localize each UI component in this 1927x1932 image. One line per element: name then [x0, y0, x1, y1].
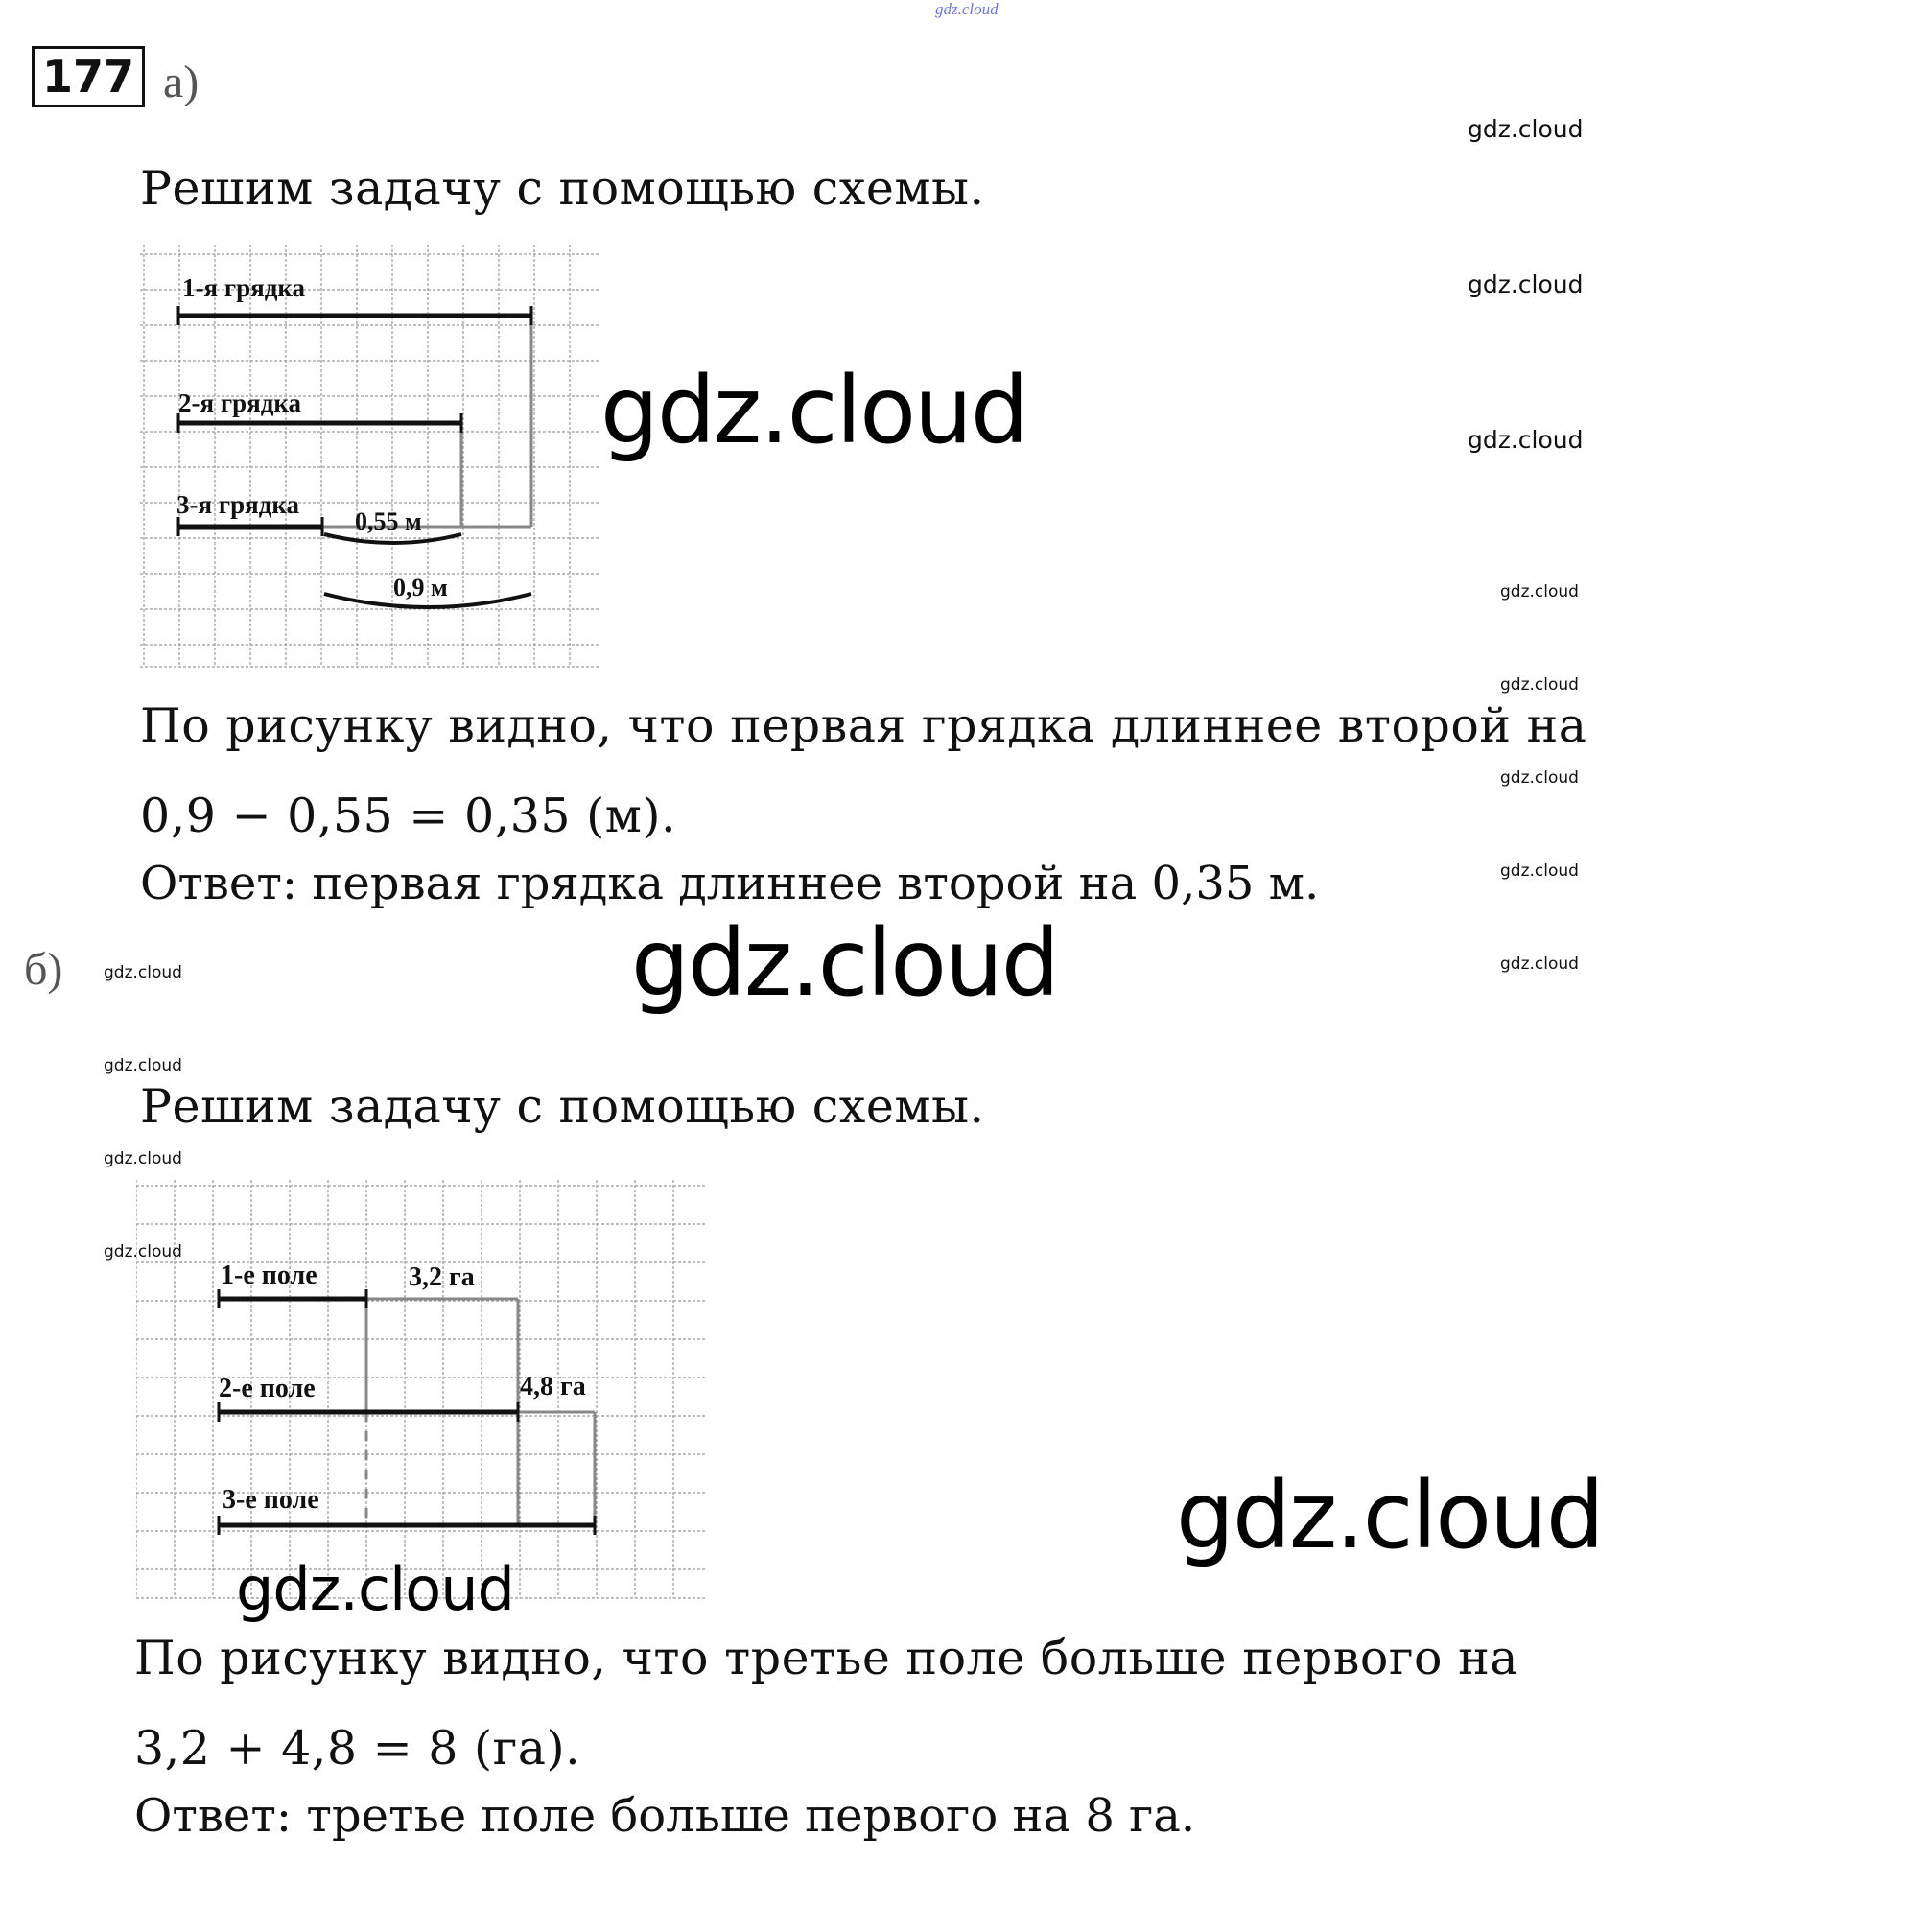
part-b-line2: 3,2 + 4,8 = 8 (га).: [134, 1721, 581, 1776]
watermark: gdz.cloud: [1468, 115, 1584, 143]
diff-09-label: 0,9 м: [393, 574, 448, 601]
field2-label: 2-е поле: [219, 1374, 316, 1403]
top-watermark: gdz.cloud: [935, 0, 999, 18]
watermark: gdz.cloud: [104, 1242, 182, 1261]
watermark-medium: gdz.cloud: [236, 1554, 514, 1624]
watermark: gdz.cloud: [104, 963, 182, 982]
bed3-label: 3-я грядка: [176, 490, 300, 519]
part-b-line1: По рисунку видно, что третье поле больше первого на: [134, 1631, 1518, 1685]
diff-055-label: 0,55 м: [355, 507, 422, 535]
watermark-large: gdz.cloud: [600, 357, 1027, 464]
watermark: gdz.cloud: [1500, 582, 1579, 601]
part-a-label: а): [163, 57, 200, 107]
diff-32-label: 3,2 га: [409, 1262, 475, 1292]
watermark: gdz.cloud: [1468, 271, 1584, 298]
watermark: gdz.cloud: [104, 1149, 182, 1168]
watermark-large: gdz.cloud: [631, 909, 1058, 1017]
watermark: gdz.cloud: [1500, 954, 1579, 974]
task-number-box: 177: [32, 46, 145, 107]
watermark: gdz.cloud: [1500, 768, 1579, 788]
part-a-line2: 0,9 − 0,55 = 0,35 (м).: [140, 789, 677, 843]
field3-label: 3-е поле: [223, 1485, 319, 1515]
field1-label: 1-е поле: [221, 1261, 317, 1290]
watermark: gdz.cloud: [1468, 426, 1584, 454]
part-a-line1: По рисунку видно, что первая грядка длиннее второй на: [140, 698, 1587, 753]
watermark-large: gdz.cloud: [1176, 1462, 1603, 1569]
part-b-answer: Ответ: третье поле больше первого на 8 га.: [134, 1789, 1196, 1843]
bed1-label: 1-я грядка: [182, 273, 306, 302]
part-b-diagram: [136, 1180, 710, 1602]
part-b-label: б): [24, 944, 63, 995]
diff-48-label: 4,8 га: [520, 1372, 586, 1402]
watermark: gdz.cloud: [1500, 861, 1579, 881]
part-a-answer: Ответ: первая грядка длиннее второй на 0,35 м.: [140, 857, 1320, 910]
part-a-intro: Решим задачу с помощью схемы.: [140, 161, 985, 216]
watermark: gdz.cloud: [104, 1056, 182, 1075]
part-a-diagram: [140, 245, 605, 671]
watermark: gdz.cloud: [1500, 675, 1579, 695]
part-b-intro: Решим задачу с помощью схемы.: [140, 1079, 985, 1134]
bed2-label: 2-я грядка: [178, 389, 302, 417]
